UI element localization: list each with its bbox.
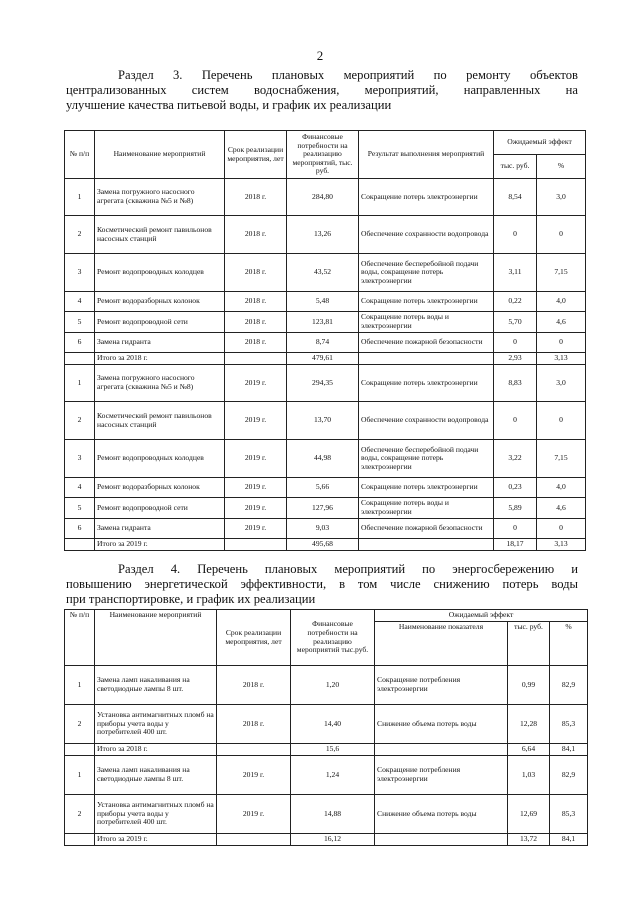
row-finance: 8,74 — [287, 333, 359, 353]
row-num: 5 — [65, 498, 95, 519]
table-row — [65, 216, 586, 254]
header-term: Срок реализации мероприятия, лет — [217, 610, 291, 666]
table-row — [65, 292, 586, 312]
row-result: Сокращение потерь электроэнергии — [359, 365, 494, 402]
row-result: Обеспечение сохранности водопровода — [359, 402, 494, 440]
total-term-cell — [225, 539, 287, 551]
total-finance: 15,6 — [291, 744, 375, 756]
row-name: Установка антимагнитных пломб на приборы учета воды у потребителей 400 шт. — [95, 705, 217, 744]
row-term: 2018 г. — [225, 179, 287, 216]
row-num: 1 — [65, 179, 95, 216]
row-num: 3 — [65, 254, 95, 292]
row-name: Замена погружного насосного агрегата (скважина №5 и №8) — [95, 179, 225, 216]
header-effect-rub: тыс. руб. — [494, 155, 537, 179]
section-4-title-line: Раздел 4. Перечень плановых мероприятий по энергосбережению и — [118, 562, 578, 576]
row-effect-pct: 4,6 — [537, 312, 586, 333]
row-num: 4 — [65, 292, 95, 312]
total-label: Итого за 2019 г. — [95, 834, 217, 846]
row-effect-rub: 5,89 — [494, 498, 537, 519]
row-term: 2018 г. — [217, 666, 291, 705]
table-row — [65, 254, 586, 292]
section-3-title-line: централизованных систем водоснабжения, мероприятий, направленных на — [66, 83, 578, 97]
total-effect-rub: 6,64 — [508, 744, 550, 756]
table-row — [65, 440, 586, 478]
row-finance: 13,26 — [287, 216, 359, 254]
header-indicator: Наименование показателя — [375, 622, 508, 666]
header-effect-pct: % — [537, 155, 586, 179]
table-row — [65, 312, 586, 333]
row-result: Обеспечение пожарной безопасности — [359, 519, 494, 539]
total-effect-rub: 2,93 — [494, 353, 537, 365]
table-row — [65, 333, 586, 353]
row-effect-pct: 3,0 — [537, 179, 586, 216]
row-num: 1 — [65, 666, 95, 705]
row-term: 2018 г. — [225, 312, 287, 333]
row-result: Обеспечение бесперебойной подачи воды, сокращение потерь электроэнергии — [359, 440, 494, 478]
table-row — [65, 705, 588, 744]
header-name: Наименование мероприятий — [95, 610, 217, 666]
section-4-title-line: при транспортировке, и график их реализации — [66, 592, 316, 606]
row-effect-rub: 1,03 — [508, 756, 550, 795]
row-name: Ремонт водоразборных колонок — [95, 478, 225, 498]
row-result: Сокращение потерь воды и электроэнергии — [359, 498, 494, 519]
total-term-cell — [217, 744, 291, 756]
row-finance: 5,48 — [287, 292, 359, 312]
row-effect-pct: 7,15 — [537, 254, 586, 292]
table-row — [65, 179, 586, 216]
row-name: Замена гидранта — [95, 519, 225, 539]
row-term: 2018 г. — [225, 216, 287, 254]
row-effect-pct: 4,0 — [537, 292, 586, 312]
row-effect-rub: 5,70 — [494, 312, 537, 333]
header-row — [65, 131, 586, 155]
row-name: Замена ламп накаливания на светодиодные лампы 8 шт. — [95, 756, 217, 795]
page-number: 2 — [316, 48, 324, 63]
row-term: 2019 г. — [225, 519, 287, 539]
row-num: 1 — [65, 365, 95, 402]
row-effect-pct: 3,0 — [537, 365, 586, 402]
row-term: 2018 г. — [225, 292, 287, 312]
total-row — [65, 539, 586, 551]
row-result: Сокращение потерь электроэнергии — [359, 179, 494, 216]
row-num: 2 — [65, 216, 95, 254]
row-term: 2019 г. — [217, 756, 291, 795]
row-term: 2019 г. — [225, 365, 287, 402]
row-effect-rub: 8,83 — [494, 365, 537, 402]
row-name: Ремонт водопроводной сети — [95, 498, 225, 519]
section-4-title — [66, 562, 578, 607]
row-term: 2019 г. — [225, 498, 287, 519]
row-effect-pct: 4,6 — [537, 498, 586, 519]
row-finance: 43,52 — [287, 254, 359, 292]
row-num: 3 — [65, 440, 95, 478]
total-label: Итого за 2019 г. — [95, 539, 225, 551]
row-effect-pct: 0 — [537, 216, 586, 254]
section-4-title-line: повышению энергетической эффективности, в том числе снижению потерь воды — [66, 577, 578, 591]
table-row — [65, 402, 586, 440]
row-effect-rub: 0,22 — [494, 292, 537, 312]
row-term: 2018 г. — [225, 254, 287, 292]
row-name: Ремонт водопроводных колодцев — [95, 254, 225, 292]
row-effect-rub: 0,99 — [508, 666, 550, 705]
header-effect-pct: % — [550, 622, 588, 666]
row-indicator: Сокращение потребления электроэнергии — [375, 666, 508, 705]
section-3-title-line: Раздел 3. Перечень плановых мероприятий по ремонту объектов — [118, 68, 578, 82]
row-effect-pct: 0 — [537, 402, 586, 440]
row-name: Ремонт водоразборных колонок — [95, 292, 225, 312]
row-finance: 14,40 — [291, 705, 375, 744]
table-row — [65, 519, 586, 539]
total-row — [65, 744, 588, 756]
row-name: Замена гидранта — [95, 333, 225, 353]
row-term: 2019 г. — [225, 440, 287, 478]
total-effect-rub: 13,72 — [508, 834, 550, 846]
row-effect-rub: 12,69 — [508, 795, 550, 834]
row-result: Обеспечение пожарной безопасности — [359, 333, 494, 353]
row-effect-rub: 0 — [494, 402, 537, 440]
total-finance: 16,12 — [291, 834, 375, 846]
table-row — [65, 666, 588, 705]
total-effect-pct: 84,1 — [550, 834, 588, 846]
table-row — [65, 365, 586, 402]
row-indicator: Сокращение потребления электроэнергии — [375, 756, 508, 795]
row-num: 4 — [65, 478, 95, 498]
total-indicator-cell — [375, 834, 508, 846]
row-num: 2 — [65, 705, 95, 744]
row-term: 2018 г. — [217, 705, 291, 744]
row-name: Косметический ремонт павильонов насосных станций — [95, 216, 225, 254]
header-num: № п/п — [65, 131, 95, 179]
table-row — [65, 498, 586, 519]
section-3-title-line: улучшение качества питьевой воды, и график их реализации — [66, 98, 392, 112]
row-effect-rub: 8,54 — [494, 179, 537, 216]
row-finance: 5,66 — [287, 478, 359, 498]
row-effect-rub: 0 — [494, 333, 537, 353]
row-term: 2019 г. — [217, 795, 291, 834]
row-result: Сокращение потерь воды и электроэнергии — [359, 312, 494, 333]
row-num: 6 — [65, 519, 95, 539]
header-effect: Ожидаемый эффект — [494, 131, 586, 155]
row-finance: 9,03 — [287, 519, 359, 539]
row-effect-pct: 82,9 — [550, 756, 588, 795]
header-effect: Ожидаемый эффект — [375, 610, 588, 622]
header-name: Наименование мероприятий — [95, 131, 225, 179]
total-result-cell — [359, 539, 494, 551]
row-name: Замена погружного насосного агрегата (скважина №5 и №8) — [95, 365, 225, 402]
row-finance: 284,80 — [287, 179, 359, 216]
row-name: Ремонт водопроводной сети — [95, 312, 225, 333]
row-finance: 123,81 — [287, 312, 359, 333]
row-effect-pct: 4,0 — [537, 478, 586, 498]
total-indicator-cell — [375, 744, 508, 756]
total-term-cell — [225, 353, 287, 365]
row-effect-pct: 0 — [537, 333, 586, 353]
row-result: Сокращение потерь электроэнергии — [359, 292, 494, 312]
row-num: 2 — [65, 402, 95, 440]
section-3-title — [66, 68, 578, 113]
row-effect-rub: 0 — [494, 216, 537, 254]
row-result: Обеспечение сохранности водопровода — [359, 216, 494, 254]
total-term-cell — [217, 834, 291, 846]
header-term: Срок реализации мероприятия, лет — [225, 131, 287, 179]
total-effect-pct: 3,13 — [537, 539, 586, 551]
row-name: Замена ламп накаливания на светодиодные лампы 8 шт. — [95, 666, 217, 705]
total-row — [65, 353, 586, 365]
row-effect-pct: 82,9 — [550, 666, 588, 705]
row-effect-rub: 12,28 — [508, 705, 550, 744]
row-effect-rub: 3,22 — [494, 440, 537, 478]
total-effect-pct: 3,13 — [537, 353, 586, 365]
header-result: Результат выполнения мероприятий — [359, 131, 494, 179]
total-row — [65, 834, 588, 846]
total-num-cell — [65, 744, 95, 756]
table-row — [65, 795, 588, 834]
row-finance: 127,96 — [287, 498, 359, 519]
row-finance: 14,88 — [291, 795, 375, 834]
row-effect-rub: 0,23 — [494, 478, 537, 498]
total-result-cell — [359, 353, 494, 365]
row-finance: 1,20 — [291, 666, 375, 705]
total-num-cell — [65, 539, 95, 551]
row-result: Обеспечение бесперебойной подачи воды, сокращение потерь электроэнергии — [359, 254, 494, 292]
row-indicator: Снижение объема потерь воды — [375, 705, 508, 744]
section-4-table — [64, 609, 588, 846]
row-effect-pct: 0 — [537, 519, 586, 539]
row-name: Установка антимагнитных пломб на приборы учета воды у потребителей 400 шт. — [95, 795, 217, 834]
total-effect-rub: 18,17 — [494, 539, 537, 551]
row-effect-rub: 3,11 — [494, 254, 537, 292]
total-num-cell — [65, 834, 95, 846]
table-row — [65, 756, 588, 795]
row-indicator: Снижение объема потерь воды — [375, 795, 508, 834]
row-num: 5 — [65, 312, 95, 333]
table-row — [65, 478, 586, 498]
row-finance: 44,98 — [287, 440, 359, 478]
header-finance: Финансовые потребности на реализацию мероприятий, тыс. руб. — [287, 131, 359, 179]
row-num: 6 — [65, 333, 95, 353]
header-row — [65, 610, 588, 622]
row-effect-pct: 7,15 — [537, 440, 586, 478]
row-term: 2018 г. — [225, 333, 287, 353]
row-name: Косметический ремонт павильонов насосных станций — [95, 402, 225, 440]
row-num: 2 — [65, 795, 95, 834]
total-effect-pct: 84,1 — [550, 744, 588, 756]
total-finance: 495,68 — [287, 539, 359, 551]
row-finance: 13,70 — [287, 402, 359, 440]
total-finance: 479,61 — [287, 353, 359, 365]
row-finance: 1,24 — [291, 756, 375, 795]
total-label: Итого за 2018 г. — [95, 744, 217, 756]
header-effect-rub: тыс. руб. — [508, 622, 550, 666]
row-effect-pct: 85,3 — [550, 795, 588, 834]
row-result: Сокращение потерь электроэнергии — [359, 478, 494, 498]
row-term: 2019 г. — [225, 402, 287, 440]
row-effect-rub: 0 — [494, 519, 537, 539]
section-3-table — [64, 130, 586, 551]
row-num: 1 — [65, 756, 95, 795]
total-num-cell — [65, 353, 95, 365]
total-label: Итого за 2018 г. — [95, 353, 225, 365]
row-term: 2019 г. — [225, 478, 287, 498]
row-finance: 294,35 — [287, 365, 359, 402]
row-name: Ремонт водопроводных колодцев — [95, 440, 225, 478]
header-finance: Финансовые потребности на реализацию мероприятий тыс.руб. — [291, 610, 375, 666]
row-effect-pct: 85,3 — [550, 705, 588, 744]
header-num: № п/п — [65, 610, 95, 666]
